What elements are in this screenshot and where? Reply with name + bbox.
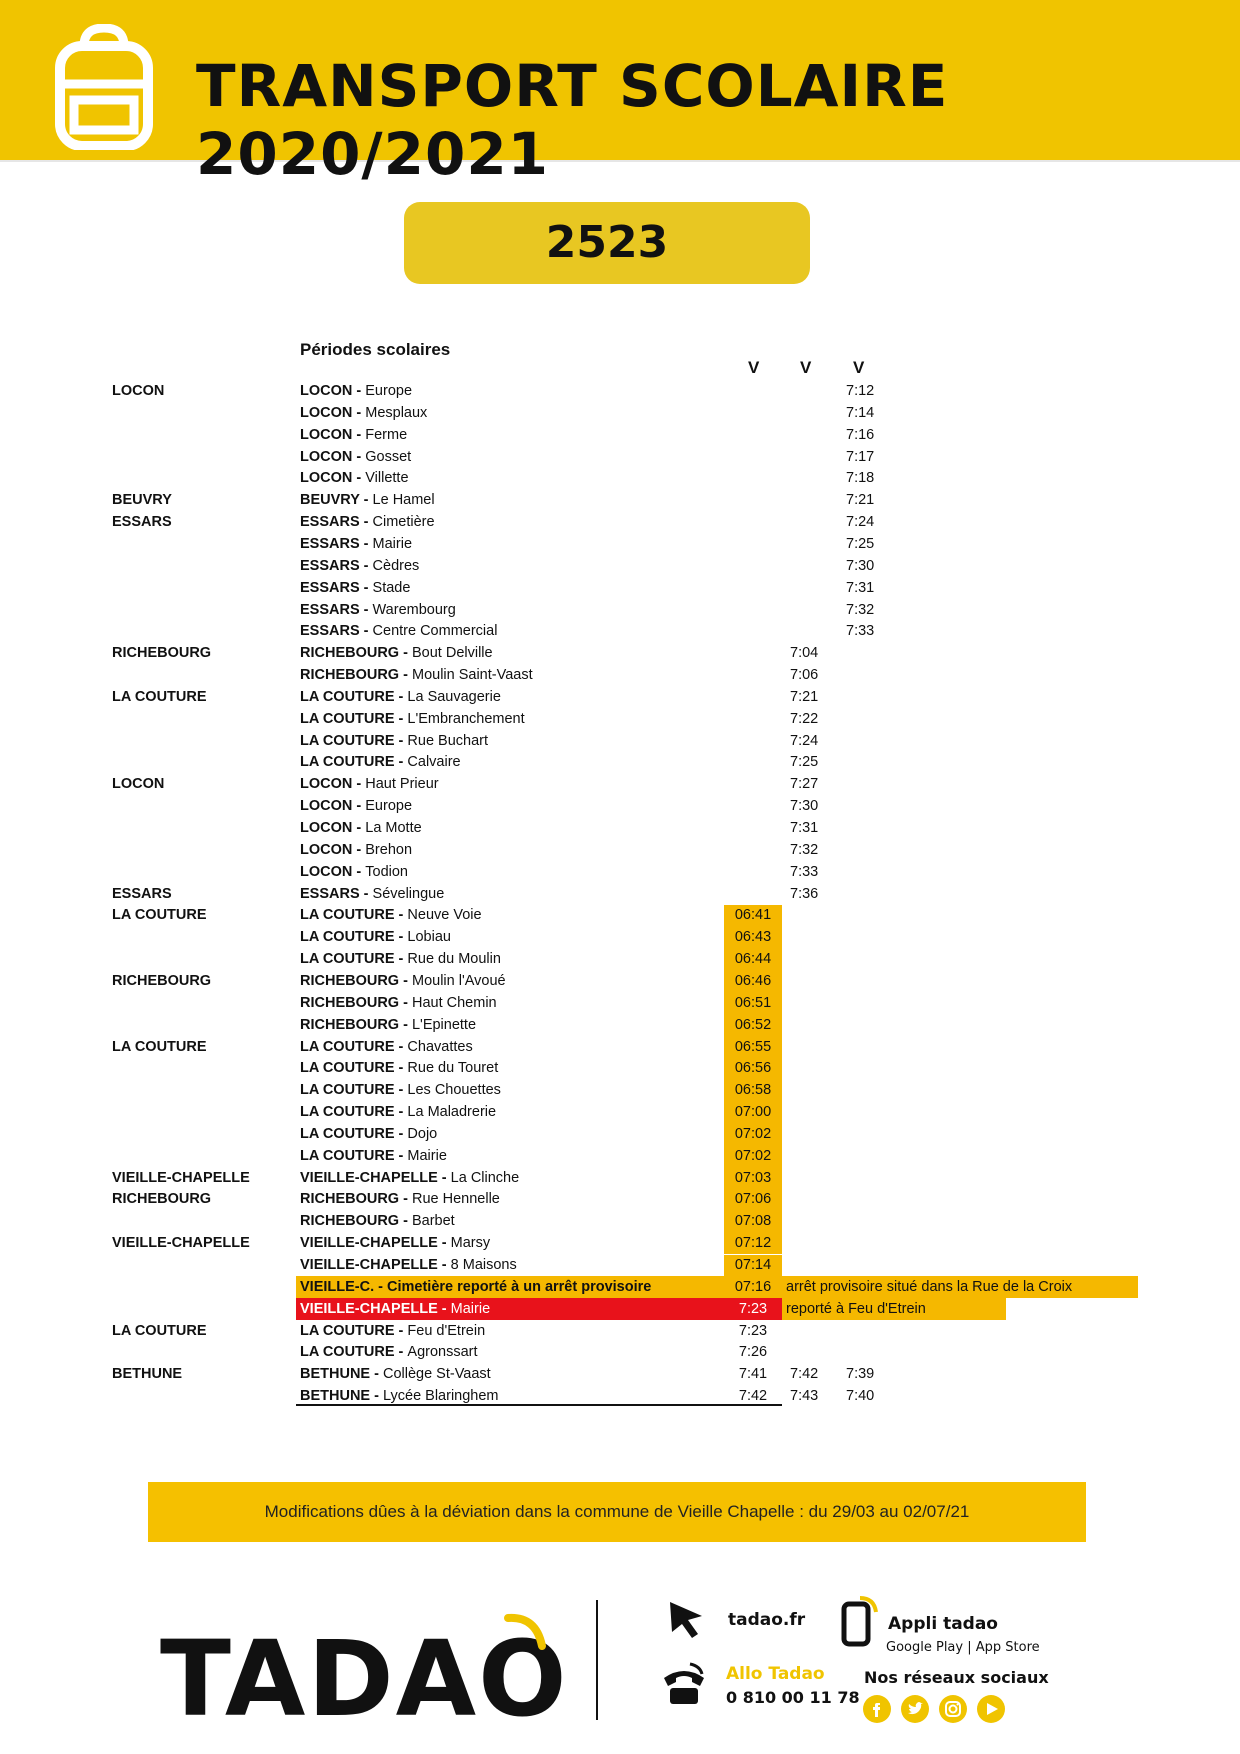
stop-commune-prefix: VIEILLE-CHAPELLE [300, 1257, 438, 1273]
departure-time-col1: 07:14 [734, 1257, 772, 1273]
stop-name: BEUVRY - Le Hamel [300, 492, 435, 509]
departure-time-col1: 07:08 [734, 1213, 772, 1230]
stop-commune-prefix: VIEILLE-CHAPELLE [300, 1169, 438, 1186]
app-stores[interactable]: Google Play | App Store [886, 1640, 1040, 1655]
stop-name: RICHEBOURG - Haut Chemin [300, 994, 497, 1011]
stop-commune-prefix: RICHEBOURG [300, 1191, 400, 1208]
stop-commune-prefix: LA COUTURE [300, 1104, 395, 1121]
social-title: Nos réseaux sociaux [864, 1668, 1049, 1687]
stop-name: LA COUTURE - Calvaire [300, 754, 461, 771]
stop-label: Les Chouettes [407, 1082, 501, 1099]
smartphone-icon [840, 1594, 880, 1648]
deviation-notice: Modifications dûes à la déviation dans la commune de Vieille Chapelle : du 29/03 au 02/07/21 [148, 1482, 1086, 1542]
stop-commune-prefix: RICHEBOURG [300, 667, 400, 684]
stop-label: Mairie [407, 1147, 447, 1164]
stop-commune-prefix: RICHEBOURG [300, 994, 400, 1011]
stop-commune-prefix: LOCON [300, 404, 353, 421]
stop-name: ESSARS - Mairie [300, 535, 413, 552]
stop-commune-prefix: ESSARS [300, 514, 360, 531]
stop-label: Barbet [411, 1213, 455, 1230]
stop-label: Sévelingue [372, 885, 445, 902]
stop-name: LOCON - La Motte [300, 820, 422, 836]
departure-time-col2: 7:21 [790, 688, 819, 705]
stop-commune-prefix: RICHEBOURG [300, 1016, 400, 1033]
commune-label: BEUVRY [112, 492, 172, 509]
stop-label: La Maladrerie [407, 1104, 497, 1121]
stop-label: Cimetière reporté à un arrêt provisoire [387, 1278, 652, 1295]
line-number-badge: 2523 [404, 202, 810, 284]
stop-label: Todion [365, 863, 408, 880]
stop-label: Rue du Touret [407, 1060, 499, 1077]
stop-name: LOCON - Ferme [300, 426, 408, 443]
stop-name: VIEILLE-CHAPELLE - 8 Maisons [300, 1257, 517, 1273]
departure-time-col2: 7:30 [790, 798, 819, 815]
departure-time-col2: 7:43 [790, 1388, 819, 1405]
commune-label: VIEILLE-CHAPELLE [112, 1169, 250, 1186]
stop-label: Stade [372, 579, 411, 596]
stop-commune-prefix: LOCON [300, 841, 353, 858]
departure-time-col2: 7:31 [790, 820, 819, 836]
departure-time-col1: 06:46 [734, 972, 772, 989]
commune-label: LOCON [112, 776, 165, 793]
stop-name: VIEILLE-CHAPELLE - Mairie [300, 1300, 491, 1317]
departure-time-col1: 07:16 [734, 1278, 772, 1295]
periods-label: Périodes scolaires [300, 340, 451, 359]
stop-label: Centre Commercial [372, 623, 498, 640]
stop-commune-prefix: ESSARS [300, 623, 360, 640]
table-bottom-rule [296, 1404, 782, 1406]
departure-time-col2: 7:22 [790, 710, 819, 727]
stop-label: Warembourg [372, 601, 456, 618]
departure-time-col2: 7:33 [790, 863, 819, 880]
commune-label: LA COUTURE [112, 1038, 207, 1055]
departure-time-col1: 06:58 [734, 1082, 772, 1099]
stop-commune-prefix: LOCON [300, 448, 353, 465]
stop-commune-prefix: RICHEBOURG [300, 1213, 400, 1230]
stop-label: Rue Hennelle [411, 1191, 500, 1208]
departure-time-col3: 7:40 [846, 1388, 875, 1405]
departure-time-col3: 7:39 [846, 1366, 875, 1383]
commune-label: RICHEBOURG [112, 645, 212, 662]
stop-label: La Sauvagerie [407, 688, 501, 705]
stop-label: Europe [365, 383, 413, 399]
stop-label: Europe [365, 798, 413, 815]
column-head-2: V [800, 358, 812, 377]
instagram-icon[interactable] [938, 1694, 968, 1724]
stop-commune-prefix: LA COUTURE [300, 688, 395, 705]
stop-name: RICHEBOURG - Barbet [300, 1213, 455, 1230]
departure-time-col3: 7:33 [846, 623, 875, 640]
allo-tadao-label: Allo Tadao [726, 1664, 825, 1684]
stop-name: LA COUTURE - Rue du Moulin [300, 951, 501, 968]
stop-label: Agronssart [407, 1344, 478, 1361]
stop-label: Brehon [365, 841, 413, 858]
stop-name: ESSARS - Sévelingue [300, 885, 445, 902]
stop-label: Ferme [365, 426, 408, 443]
stop-commune-prefix: VIEILLE-C. [300, 1278, 375, 1295]
commune-label: BETHUNE [112, 1366, 183, 1383]
stop-name: LA COUTURE - Dojo [300, 1125, 438, 1142]
stop-commune-prefix: LA COUTURE [300, 1038, 395, 1055]
departure-time-col1: 07:03 [734, 1169, 772, 1186]
stop-name: LA COUTURE - La Maladrerie [300, 1104, 497, 1121]
stop-name: VIEILLE-C. - Cimetière reporté à un arrêt provisoire [300, 1278, 652, 1295]
stop-label: Rue Buchart [407, 732, 489, 749]
departure-time-col1: 7:23 [738, 1300, 768, 1317]
stop-name: RICHEBOURG - Moulin Saint-Vaast [300, 667, 533, 684]
stop-label: Feu d'Etrein [407, 1322, 486, 1339]
stop-commune-prefix: RICHEBOURG [300, 645, 400, 662]
stop-label: Lycée Blaringhem [382, 1388, 499, 1405]
stop-commune-prefix: LOCON [300, 798, 353, 815]
stop-commune-prefix: LA COUTURE [300, 929, 395, 946]
stop-name: ESSARS - Centre Commercial [300, 623, 498, 640]
stop-name: BETHUNE - Lycée Blaringhem [300, 1388, 499, 1405]
stop-commune-prefix: BETHUNE [300, 1388, 371, 1405]
departure-time-col1: 07:12 [734, 1235, 772, 1252]
departure-time-col3: 7:32 [846, 601, 875, 618]
logo-accent-icon [500, 1606, 556, 1662]
stop-commune-prefix: LA COUTURE [300, 1060, 395, 1077]
departure-time-col3: 7:31 [846, 579, 875, 596]
stop-name: LA COUTURE - Les Chouettes [300, 1082, 501, 1099]
stop-commune-prefix: LA COUTURE [300, 754, 395, 771]
departure-time-col3: 7:17 [846, 448, 875, 465]
cursor-icon [666, 1598, 708, 1640]
stop-commune-prefix: BEUVRY [300, 492, 360, 509]
commune-label: LA COUTURE [112, 907, 207, 924]
stop-label: Lobiau [407, 929, 451, 946]
departure-time-col1: 07:02 [734, 1125, 772, 1142]
stop-commune-prefix: VIEILLE-CHAPELLE [300, 1235, 438, 1252]
stop-label: Marsy [450, 1235, 491, 1252]
departure-time-col1: 06:41 [734, 907, 772, 924]
departure-time-col2: 7:27 [790, 776, 819, 793]
stop-name: VIEILLE-CHAPELLE - La Clinche [300, 1169, 520, 1186]
column-head-1: V [748, 358, 760, 377]
stop-label: Moulin l'Avoué [411, 972, 506, 989]
departure-time-col1: 7:42 [738, 1388, 768, 1405]
stop-name: LA COUTURE - Neuve Voie [300, 907, 482, 924]
stop-commune-prefix: ESSARS [300, 557, 360, 574]
departure-time-col1: 06:43 [734, 929, 772, 946]
phone-icon [660, 1660, 708, 1708]
stop-label: Mairie [450, 1300, 491, 1317]
stop-commune-prefix: LOCON [300, 863, 353, 880]
stop-commune-prefix: ESSARS [300, 885, 360, 902]
stop-name: RICHEBOURG - Rue Hennelle [300, 1191, 500, 1208]
departure-time-col1: 06:44 [734, 951, 772, 968]
departure-time-col2: 7:42 [790, 1366, 819, 1383]
stop-name: LOCON - Villette [300, 470, 409, 487]
commune-label: LA COUTURE [112, 688, 207, 705]
departure-time-col3: 7:16 [846, 426, 875, 443]
stop-commune-prefix: LA COUTURE [300, 1125, 395, 1142]
stop-commune-prefix: LA COUTURE [300, 907, 395, 924]
stop-name: LA COUTURE - Rue Buchart [300, 732, 489, 749]
stop-commune-prefix: ESSARS [300, 535, 360, 552]
commune-label: LA COUTURE [112, 1322, 207, 1339]
departure-time-col3: 7:18 [846, 470, 875, 487]
stop-commune-prefix: LA COUTURE [300, 1147, 395, 1164]
app-title: Appli tadao [888, 1614, 998, 1634]
stop-name: LA COUTURE - Rue du Touret [300, 1060, 499, 1077]
stop-commune-prefix: LOCON [300, 426, 353, 443]
stop-note: arrêt provisoire situé dans la Rue de la Croix [786, 1278, 1073, 1295]
departure-time-col2: 7:32 [790, 841, 819, 858]
departure-time-col3: 7:24 [846, 514, 875, 531]
column-head-3: V [853, 358, 865, 377]
commune-label: LOCON [112, 383, 165, 399]
stop-label: 8 Maisons [450, 1257, 517, 1273]
tadao-logo: TADAO [160, 1618, 569, 1740]
stop-label: Le Hamel [372, 492, 435, 509]
commune-label: VIEILLE-CHAPELLE [112, 1235, 250, 1252]
departure-time-col1: 7:41 [738, 1366, 768, 1383]
commune-label: ESSARS [112, 885, 172, 902]
commune-label: RICHEBOURG [112, 1191, 212, 1208]
stop-name: RICHEBOURG - Moulin l'Avoué [300, 972, 506, 989]
stop-label: Cèdres [372, 557, 420, 574]
stop-name: LA COUTURE - L'Embranchement [300, 710, 525, 727]
stop-name: LOCON - Europe [300, 383, 413, 399]
stop-commune-prefix: LA COUTURE [300, 1082, 395, 1099]
stop-commune-prefix: LOCON [300, 470, 353, 487]
stop-label: Haut Chemin [411, 994, 497, 1011]
page-title: TRANSPORT SCOLAIRE 2020/2021 [196, 52, 949, 188]
commune-label: ESSARS [112, 514, 172, 531]
departure-time-col1: 07:02 [734, 1147, 772, 1164]
stop-name: LA COUTURE - Agronssart [300, 1344, 478, 1361]
website-link[interactable]: tadao.fr [728, 1610, 806, 1630]
departure-time-col3: 7:12 [846, 383, 875, 399]
stop-name: LA COUTURE - Feu d'Etrein [300, 1322, 486, 1339]
stop-label: Collège St-Vaast [382, 1366, 491, 1383]
stop-commune-prefix: ESSARS [300, 601, 360, 618]
stop-commune-prefix: LA COUTURE [300, 1344, 395, 1361]
stop-commune-prefix: ESSARS [300, 579, 360, 596]
departure-time-col2: 7:24 [790, 732, 819, 749]
stop-name: LA COUTURE - La Sauvagerie [300, 688, 501, 705]
stop-name: LA COUTURE - Chavattes [300, 1038, 473, 1055]
stop-name: LA COUTURE - Lobiau [300, 929, 451, 946]
stop-label: Neuve Voie [407, 907, 482, 924]
stop-name: LOCON - Brehon [300, 841, 413, 858]
youtube-icon[interactable] [976, 1694, 1006, 1724]
stop-commune-prefix: LA COUTURE [300, 951, 395, 968]
phone-number[interactable]: 0 810 00 11 78 [726, 1688, 860, 1707]
departure-time-col1: 07:00 [734, 1104, 772, 1121]
stop-name: BETHUNE - Collège St-Vaast [300, 1366, 491, 1383]
facebook-icon[interactable] [862, 1694, 892, 1724]
stop-name: ESSARS - Stade [300, 579, 411, 596]
stop-name: LOCON - Europe [300, 798, 413, 815]
stop-name: ESSARS - Warembourg [300, 601, 456, 618]
stop-name: LOCON - Haut Prieur [300, 776, 439, 793]
stop-label: L'Embranchement [407, 710, 525, 727]
stop-commune-prefix: LA COUTURE [300, 732, 395, 749]
stop-commune-prefix: LA COUTURE [300, 1322, 395, 1339]
departure-time-col1: 06:55 [734, 1038, 772, 1055]
departure-time-col2: 7:06 [790, 667, 819, 684]
stop-note: reporté à Feu d'Etrein [786, 1300, 926, 1317]
stop-name: LOCON - Gosset [300, 448, 412, 465]
stop-label: Rue du Moulin [407, 951, 501, 968]
stop-label: L'Epinette [411, 1016, 477, 1033]
stop-label: Cimetière [372, 514, 435, 531]
stop-name: RICHEBOURG - Bout Delville [300, 645, 493, 662]
stop-name: LOCON - Todion [300, 863, 408, 880]
stop-label: Moulin Saint-Vaast [411, 667, 533, 684]
stop-label: Gosset [365, 448, 412, 465]
stop-label: Mesplaux [365, 404, 428, 421]
departure-time-col3: 7:25 [846, 535, 875, 552]
stop-name: ESSARS - Cèdres [300, 557, 420, 574]
stop-name: LA COUTURE - Mairie [300, 1147, 447, 1164]
stop-commune-prefix: LOCON [300, 776, 353, 793]
stop-commune-prefix: LA COUTURE [300, 710, 395, 727]
stop-commune-prefix: LOCON [300, 383, 353, 399]
stop-label: Dojo [407, 1125, 438, 1142]
commune-label: RICHEBOURG [112, 972, 212, 989]
departure-time-col1: 06:51 [734, 994, 772, 1011]
stop-commune-prefix: LOCON [300, 820, 353, 836]
stop-label: La Motte [365, 820, 422, 836]
stop-label: Calvaire [407, 754, 461, 771]
departure-time-col2: 7:36 [790, 885, 819, 902]
departure-time-col3: 7:21 [846, 492, 875, 509]
departure-time-col1: 7:26 [738, 1344, 768, 1361]
stop-name: VIEILLE-CHAPELLE - Marsy [300, 1235, 491, 1252]
stop-label: Haut Prieur [365, 776, 439, 793]
departure-time-col1: 06:52 [734, 1016, 772, 1033]
departure-time-col1: 7:23 [738, 1322, 768, 1339]
stop-label: Mairie [372, 535, 413, 552]
stop-label: Chavattes [407, 1038, 473, 1055]
departure-time-col2: 7:04 [790, 645, 819, 662]
stop-name: ESSARS - Cimetière [300, 514, 435, 531]
stop-label: Villette [365, 470, 409, 487]
stop-label: Bout Delville [411, 645, 493, 662]
departure-time-col1: 07:06 [734, 1191, 772, 1208]
stop-name: RICHEBOURG - L'Epinette [300, 1016, 477, 1033]
departure-time-col3: 7:30 [846, 557, 875, 574]
stop-name: LOCON - Mesplaux [300, 404, 428, 421]
footer-divider [596, 1600, 598, 1720]
stop-commune-prefix: VIEILLE-CHAPELLE [300, 1300, 438, 1317]
departure-time-col2: 7:25 [790, 754, 819, 771]
stop-commune-prefix: RICHEBOURG [300, 972, 400, 989]
departure-time-col1: 06:56 [734, 1060, 772, 1077]
departure-time-col3: 7:14 [846, 404, 875, 421]
stop-label: La Clinche [450, 1169, 520, 1186]
stop-commune-prefix: BETHUNE [300, 1366, 371, 1383]
twitter-icon[interactable] [900, 1694, 930, 1724]
